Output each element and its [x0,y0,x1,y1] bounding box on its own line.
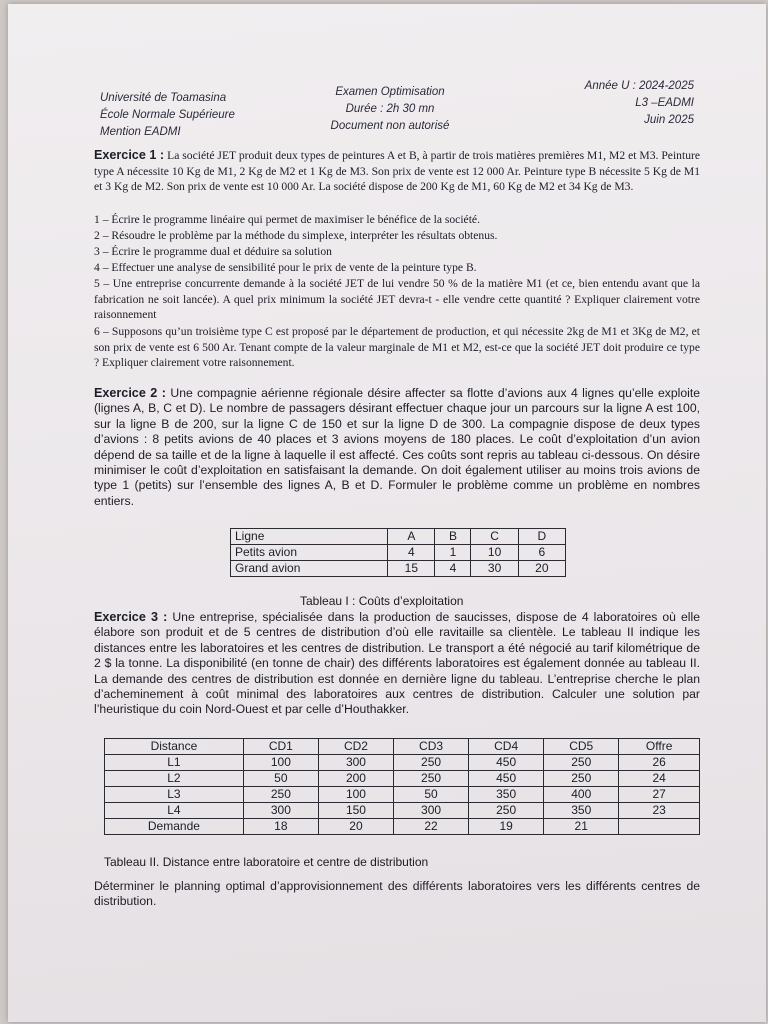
operating-cost-table [230,528,566,577]
table-cell: 20 [318,819,393,835]
institution-block [100,90,235,141]
level: L3 –EADMI [635,97,694,109]
table-cell: 150 [318,803,393,819]
table-cell: 4 [435,561,471,577]
exercise-1-question-2: 2 – Résoudre le problème par la méthode du simplexe, interpréter les résultats obtenus. [94,229,498,242]
table-cell: L3 [105,787,244,803]
school-name: École Normale Supérieure [100,109,235,121]
table-cell: 18 [243,819,318,835]
table-cell: 350 [469,787,544,803]
academic-year: Année U : 2024-2025 [584,80,694,92]
exam-header [8,4,766,144]
table-cell: 100 [243,755,318,771]
exercise-1-question-4: 4 – Effectuer une analyse de sensibilité pour le prix de vente de la peinture type B. [94,261,477,274]
exam-sheet [8,4,766,1022]
table-header-cell: CD5 [544,739,619,755]
table-cell: Petits avion [231,545,388,561]
table-header-cell: CD4 [469,739,544,755]
table-header-cell: CD1 [243,739,318,755]
table-cell: L4 [105,803,244,819]
table-cell: 27 [619,787,700,803]
table-cell: 30 [471,561,518,577]
table-cell: 450 [469,771,544,787]
table-cell: 22 [394,819,469,835]
table-header-cell: CD2 [318,739,393,755]
table-header-cell: Ligne [231,529,388,545]
table-cell: 250 [243,787,318,803]
table-header-cell: A [388,529,435,545]
exercise-3-final-question: Déterminer le planning optimal d’approvisionnement des différents laboratoires vers les différents centres de distribution. [94,879,700,909]
table-cell: 50 [243,771,318,787]
table-cell: L2 [105,771,244,787]
table-cell: 300 [318,755,393,771]
exercise-1-question-3: 3 – Écrire le programme dual et déduire sa solution [94,245,332,258]
exercise-2-text: Une compagnie aérienne régionale désire affecter sa flotte d’avions aux 4 lignes qu’elle exploite (lignes A, B, C et D). Le nombre de passagers désirant effectuer chaque jour un parcours sur la ligne A est 100, sur la ligne B de 200, sur la ligne C de 150 et sur la ligne D de 300. La compagnie dispose de deux types d’avions : 8 petits avions de 40 places et 3 avions moyens de 180 places. Le coût d’exploitation d’un avion dépend de sa taille et de la ligne à laquelle il est affecté. Ces coûts sont repris au tableau ci-dessous. On désire minimiser le coût d’exploitation en satisfaisant la demande. On doit également utiliser au moins trois avions de type 1 (petits) sur l’ensemble des lignes A, B et D. Formuler le problème comme un problème en nombres entiers. [94,386,700,508]
exam-document-rule: Document non autorisé [330,120,450,132]
mention-name: Mention EADMI [100,126,181,138]
table-cell: 50 [394,787,469,803]
table-header-cell: CD3 [394,739,469,755]
exercise-1-title: Exercice 1 : [94,148,165,162]
table-2-caption: Tableau II. Distance entre laboratoire et centre de distribution [104,855,429,869]
table-cell: 400 [544,787,619,803]
exam-duration: Durée : 2h 30 mn [345,103,435,115]
table-cell: 300 [243,803,318,819]
table-cell: 100 [318,787,393,803]
table-1-caption: Tableau I : Coûts d’exploitation [300,594,464,608]
table-header-cell: Distance [105,739,244,755]
exercise-3-title: Exercice 3 : [94,610,168,624]
table-row [231,545,566,561]
table-cell: 6 [518,545,565,561]
exercise-3-statement [94,610,700,718]
table-cell: 19 [469,819,544,835]
table-header-cell: D [518,529,565,545]
table-cell: 250 [544,771,619,787]
table-cell: Demande [105,819,244,835]
table-cell: 350 [544,803,619,819]
table-row [105,771,700,787]
table-header-cell: C [471,529,518,545]
exam-date: Juin 2025 [644,114,694,126]
table-cell: 4 [388,545,435,561]
table-cell: 450 [469,755,544,771]
table-cell: 20 [518,561,565,577]
exercise-1-question-1: 1 – Écrire le programme linéaire qui permet de maximiser le bénéfice de la société. [94,213,480,226]
exercise-3-text: Une entreprise, spécialisée dans la production de saucisses, dispose de 4 laboratoires où elle élabore son produit et de 5 centres de distribution d’où elle ravitaille sa clientèle. Le tableau II indique les distances entre les laboratoires et les centres de distribution. Le transport a été négocié au tarif kilométrique de 2 $ la tonne. La disponibilité (en tonne de chair) des différents laboratoires est également donnée au tableau II. La demande des centres de distribution est donnée en dernière ligne du tableau. L’entreprise cherche le plan d’acheminement à coût minimal des laboratoires aux centres de distribution. Calculer une solution par l’heuristique du coin Nord-Ouest et par celle d’Houthakker. [94,610,700,717]
table-row [105,787,700,803]
table-cell: 24 [619,771,700,787]
table-row [105,819,700,835]
table-row [231,561,566,577]
table-cell: 250 [394,771,469,787]
exercise-1-intro [94,148,700,195]
table-cell: L1 [105,755,244,771]
table-cell [619,819,700,835]
table-header-cell: Offre [619,739,700,755]
table-cell: 26 [619,755,700,771]
year-block [548,78,694,129]
exercise-1-question-6: 6 – Supposons qu’un troisième type C est proposé par le département de production, et qui nécessite 2kg de M1 et 3Kg de M2, et son prix de vente est 6 500 Ar. Tenant compte de la valeur marginale de M1 et M2, est-ce que la société JET doit produire ce type ? Expliquer clairement votre raisonnement. [94,325,700,369]
table-cell: 15 [388,561,435,577]
table-header-row [105,739,700,755]
table-header-cell: B [435,529,471,545]
exercise-2-statement [94,386,700,509]
table-cell: 21 [544,819,619,835]
exercise-1-text: La société JET produit deux types de peintures A et B, à partir de trois matières premières M1, M2 et M3. Peinture type A nécessite 10 Kg de M1, 2 Kg de M2 et 1 Kg de M3. Son prix de vente est 12 000 Ar. Peinture type B nécessite 5 Kg de M1 et 3 Kg de M2. Son prix de vente est 10 000 Ar. La société dispose de 200 Kg de M1, 60 Kg de M2 et 34 Kg de M3. [94,149,700,193]
exercise-2-title: Exercice 2 : [94,386,166,400]
table-cell: 250 [469,803,544,819]
table-cell: 250 [394,755,469,771]
exercise-1-question-5: 5 – Une entreprise concurrente demande à la société JET de lui vendre 50 % de la matière M1 (et ce, bien entendu avant que la fabrication ne soit lancée). A quel prix minimum la société JET devra-t - elle vendre cette quantité ? Expliquer clairement votre raisonnement [94,277,700,321]
table-cell: 200 [318,771,393,787]
table-cell: 250 [544,755,619,771]
table-cell: 10 [471,545,518,561]
table-row [105,755,700,771]
table-cell: 23 [619,803,700,819]
table-cell: Grand avion [231,561,388,577]
distance-table [104,738,700,835]
table-cell: 1 [435,545,471,561]
university-name: Université de Toamasina [100,92,227,104]
table-header-row [231,529,566,545]
table-row [105,803,700,819]
table-cell: 300 [394,803,469,819]
exam-title: Examen Optimisation [335,86,445,98]
exam-info-block [320,84,460,135]
